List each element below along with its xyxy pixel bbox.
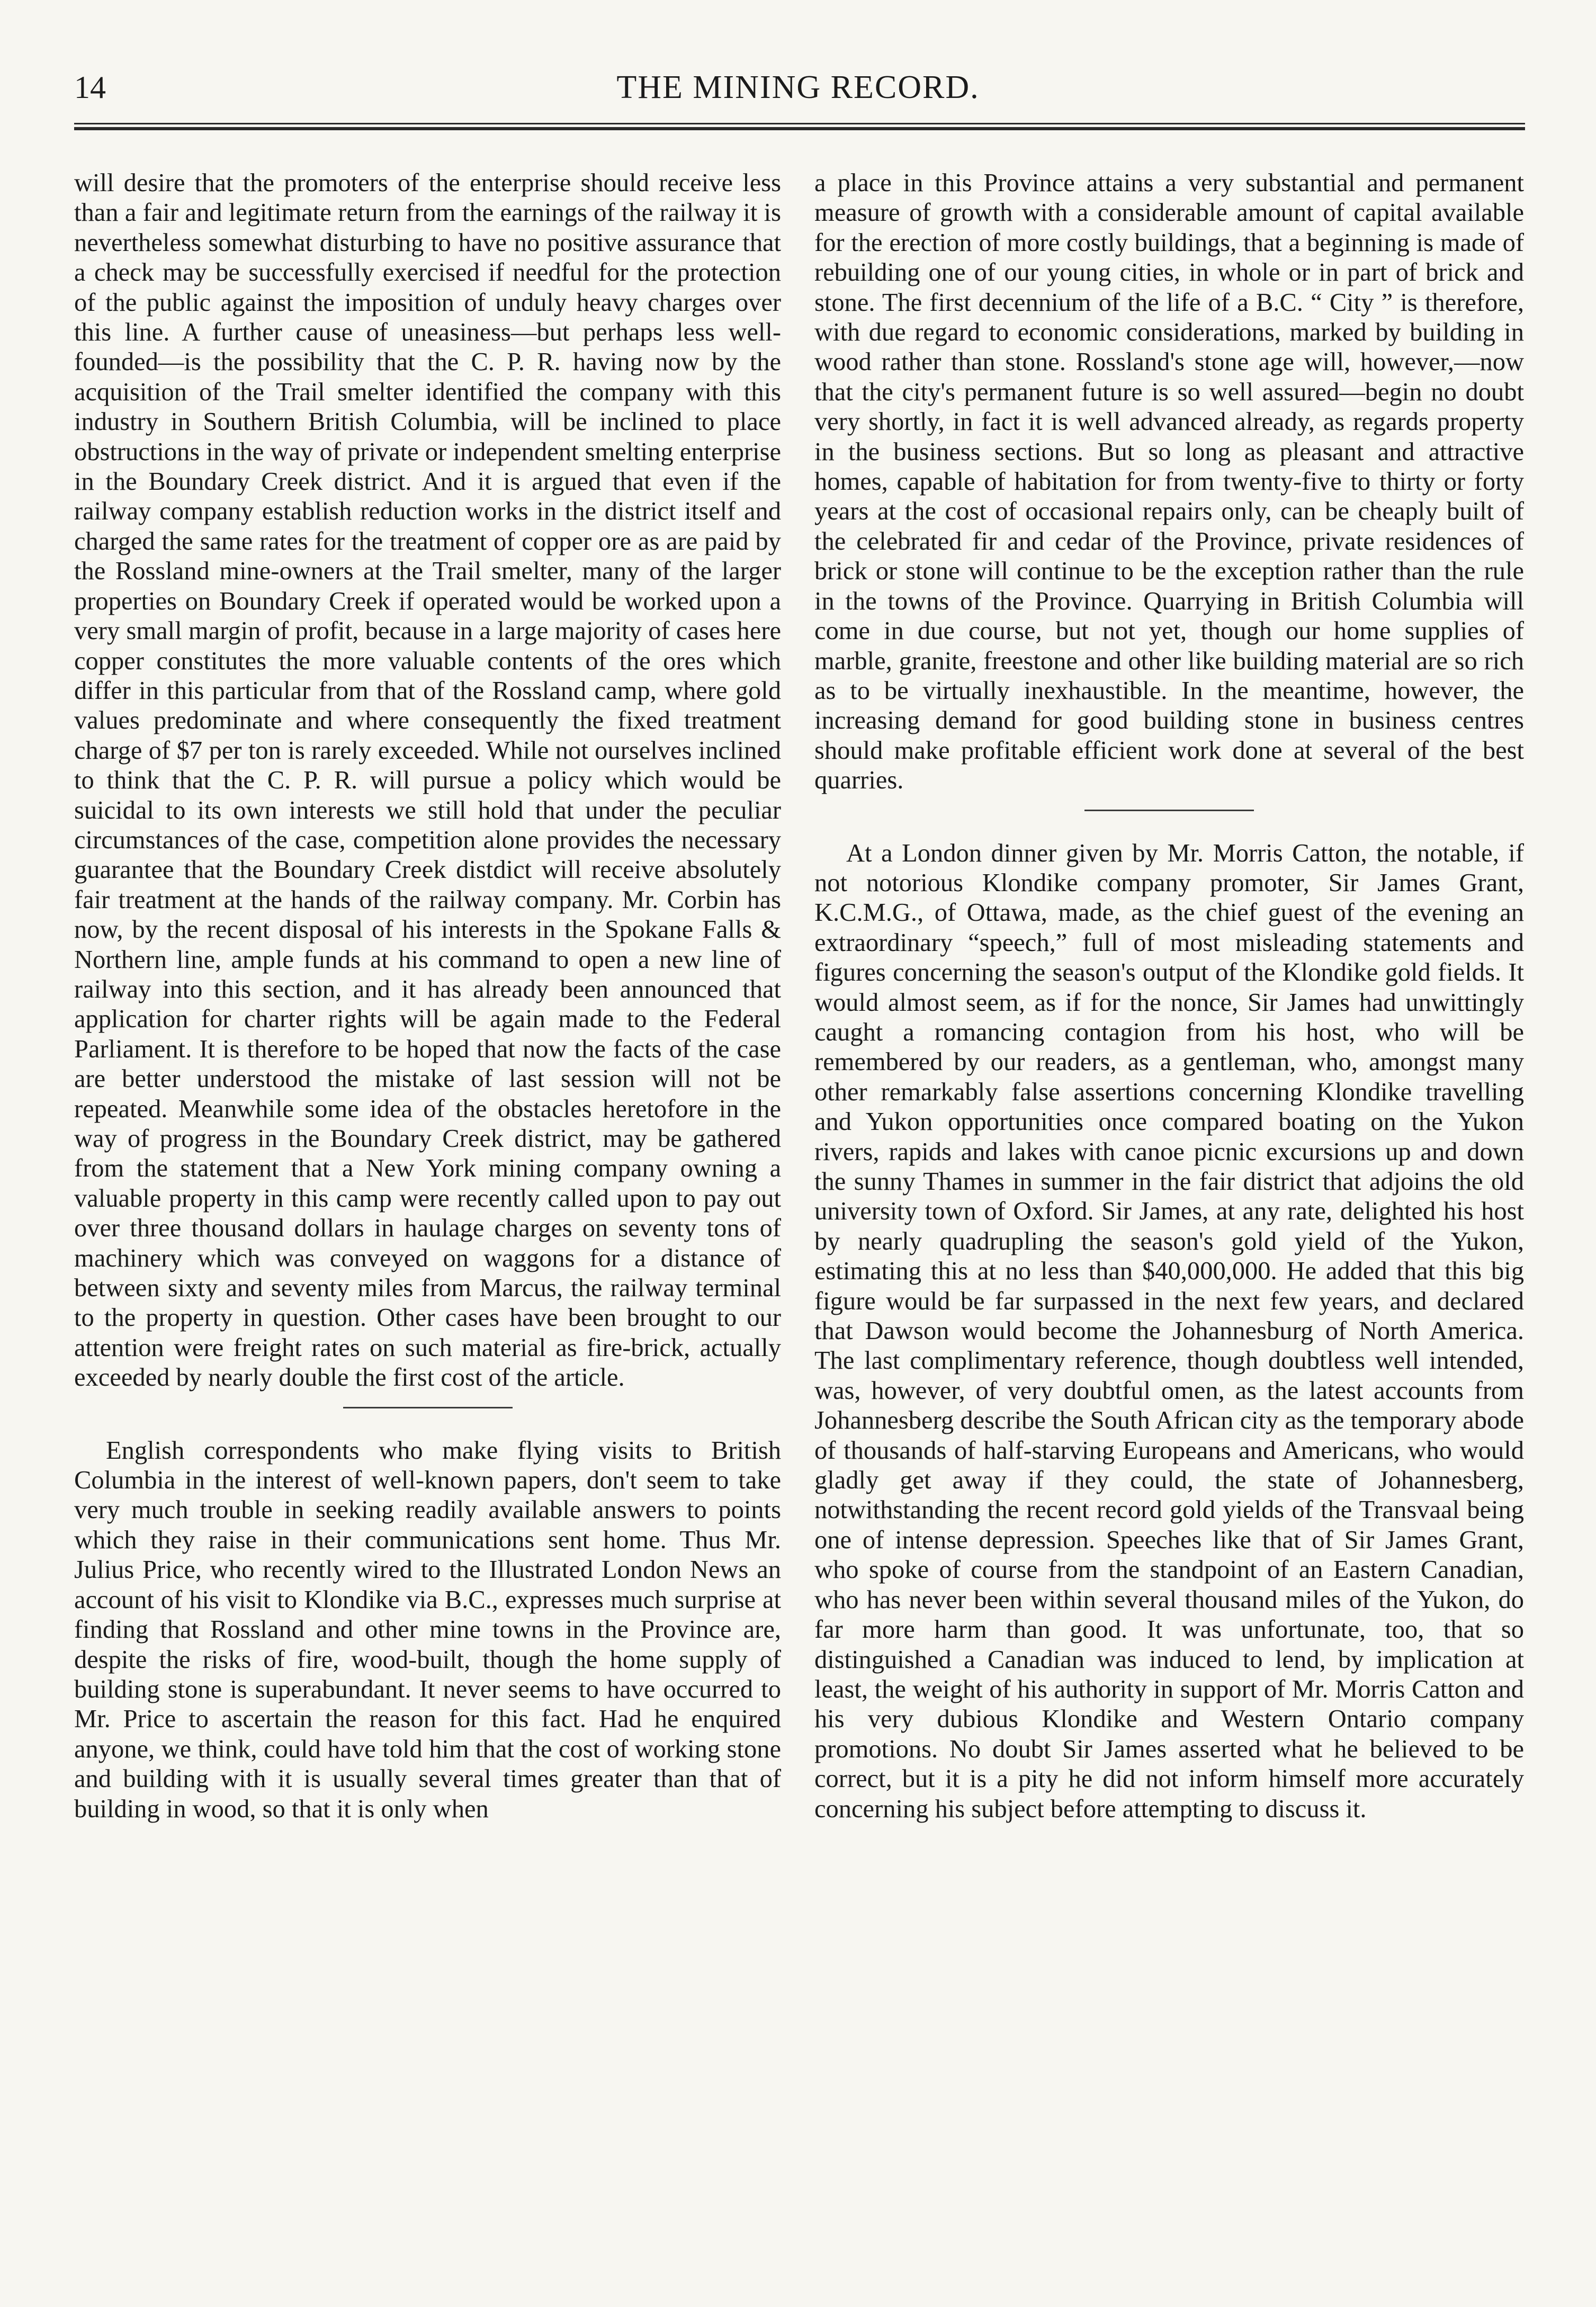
- article-paragraph-railway: will desire that the promoters of the enterprise should receive less than a fair and legitimate return from the earnings of the railway it is nevertheless somewhat disturbing to have no positive assurance that a check may be successfully exercised if needful for the protection of the public against the imposition of unduly heavy charges over this line. A further cause of uneasiness—but perhaps less well-founded—is the possibility that the C. P. R. having now by the acquisition of the Trail smelter identified the company with this industry in Southern British Columbia, will be inclined to place obstructions in the way of private or independent smelting enterprise in the Boundary Creek district. And it is argued that even if the railway company establish reduction works in the district itself and charged the same rates for the treatment of copper ore as are paid by the Rossland mine-owners at the Trail smelter, many of the larger properties on Boundary Creek if operated would be worked upon a very small margin of profit, because in a large majority of cases here copper constitutes the more valuable contents of the ores which differ in this particular from that of the Rossland camp, where gold values predominate and where consequently the fixed treatment charge of $7 per ton is rarely exceeded. While not ourselves inclined to think that the C. P. R. will pursue a policy which would be suicidal to its own interests we still hold that under the peculiar circumstances of the case, competition alone provides the necessary guarantee that the Boundary Creek distdict will receive absolutely fair treatment at the hands of the railway company. Mr. Corbin has now, by the recent disposal of his interests in the Spokane Falls & Northern line, ample funds at his command to open a new line of railway into this section, and it has already been announced that application for charter rights will be again made to the Federal Parliament. It is therefore to be hoped that now the facts of the case are better understood the mistake of last session will not be repeated. Meanwhile some idea of the obstacles heretofore in the way of progress in the Boundary Creek district, may be gathered from the statement that a New York mining company owning a valuable property in this camp were recently called upon to pay out over three thousand dollars in haulage charges on seventy tons of machinery which was conveyed on waggons for a distance of between sixty and seventy miles from Marcus, the railway terminal to the property in question. Other cases have been brought to our attention were freight rates on such material as fire-brick, actually exceeded by nearly double the first cost of the article.: [74, 169, 781, 1392]
- section-divider: [343, 1407, 513, 1408]
- right-column: [814, 168, 1524, 1824]
- section-divider: [1084, 810, 1254, 811]
- article-paragraph-building-stone: English correspondents who make flying visits to British Columbia in the interest of well-known papers, don't seem to take very much trouble in seeking readily available answers to points which they raise in their communications sent home. Thus Mr. Julius Price, who recently wired to the Illustrated London News an account of his visit to Klondike via B.C., expresses much surprise at finding that Rossland and other mine towns in the Province are, despite the risks of fire, wood-built, though the home supply of building stone is superabundant. It never seems to have occurred to Mr. Price to ascertain the reason for this fact. Had he enquired anyone, we think, could have told him that the cost of working stone and building with it is usually several times greater than that of building in wood, so that it is only when: [74, 1436, 781, 1823]
- left-column: [74, 168, 781, 1824]
- article-paragraph-building-stone-continued: a place in this Province attains a very substantial and permanent measure of growth with a considerable amount of capital available for the erection of more costly buildings, that a beginning is made of rebuilding one of our young cities, in whole or in part of brick and stone. The first decennium of the life of a B.C. “ City ” is therefore, with due regard to economic considerations, marked by building in wood rather than stone. Rossland's stone age will, however,—now that the city's permanent future is so well assured—begin no doubt very shortly, in fact it is well advanced already, as regards property in the business sections. But so long as pleasant and attractive homes, capable of habitation for from twenty-five to thirty or forty years at the cost of occasional repairs only, can be cheaply built of the celebrated fir and cedar of the Province, private residences of brick or stone will continue to be the exception rather than the rule in the towns of the Province. Quarrying in British Columbia will come in due course, but not yet, though our home supplies of marble, granite, freestone and other like building material are so rich as to be virtually inexhaustible. In the meantime, however, the increasing demand for good building stone in business centres should make profitable efficient work done at several of the best quarries.: [814, 169, 1524, 795]
- running-head-title: THE MINING RECORD.: [616, 69, 980, 105]
- page-number: 14: [74, 70, 106, 105]
- header-rule: [74, 123, 1525, 130]
- article-paragraph-london-dinner: At a London dinner given by Mr. Morris Catton, the notable, if not notorious Klondike company promoter, Sir James Grant, K.C.M.G., of Ottawa, made, as the chief guest of the evening an extraordinary “speech,” full of most misleading statements and figures concerning the season's output of the Klondike gold fields. It would almost seem, as if for the nonce, Sir James had unwittingly caught a romancing contagion from his host, who will be remembered by our readers, as a gentleman, who, amongst many other remarkably false assertions concerning Klondike travelling and Yukon opportunities once compared boating on the Yukon rivers, rapids and lakes with canoe picnic excursions up and down the sunny Thames in summer in the fair district that adjoins the old university town of Oxford. Sir James, at any rate, delighted his host by nearly quadrupling the season's gold yield of the Yukon, estimating this at no less than $40,000,000. He added that this big figure would be far surpassed in the next few years, and declared that Dawson would become the Johannesburg of North America. The last complimentary reference, though doubtless well intended, was, however, of very doubtful omen, as the latest accounts from Johannesberg describe the South African city as the temporary abode of thousands of half-starving Europeans and Americans, who would gladly get away if they could, the state of Johannesberg, notwithstanding the recent record gold yields of the Transvaal being one of intense depression. Speeches like that of Sir James Grant, who spoke of course from the standpoint of an Eastern Canadian, who has never been within several thousand miles of the Yukon, do far more harm than good. It was unfortunate, too, that so distinguished a Canadian was induced to lend, by implication at least, the weight of his authority in support of Mr. Morris Catton and his very dubious Klondike and Western Ontario company promotions. No doubt Sir James asserted what he believed to be correct, but it is a pity he did not inform himself more accurately concerning his subject before attempting to discuss it.: [814, 839, 1524, 1823]
